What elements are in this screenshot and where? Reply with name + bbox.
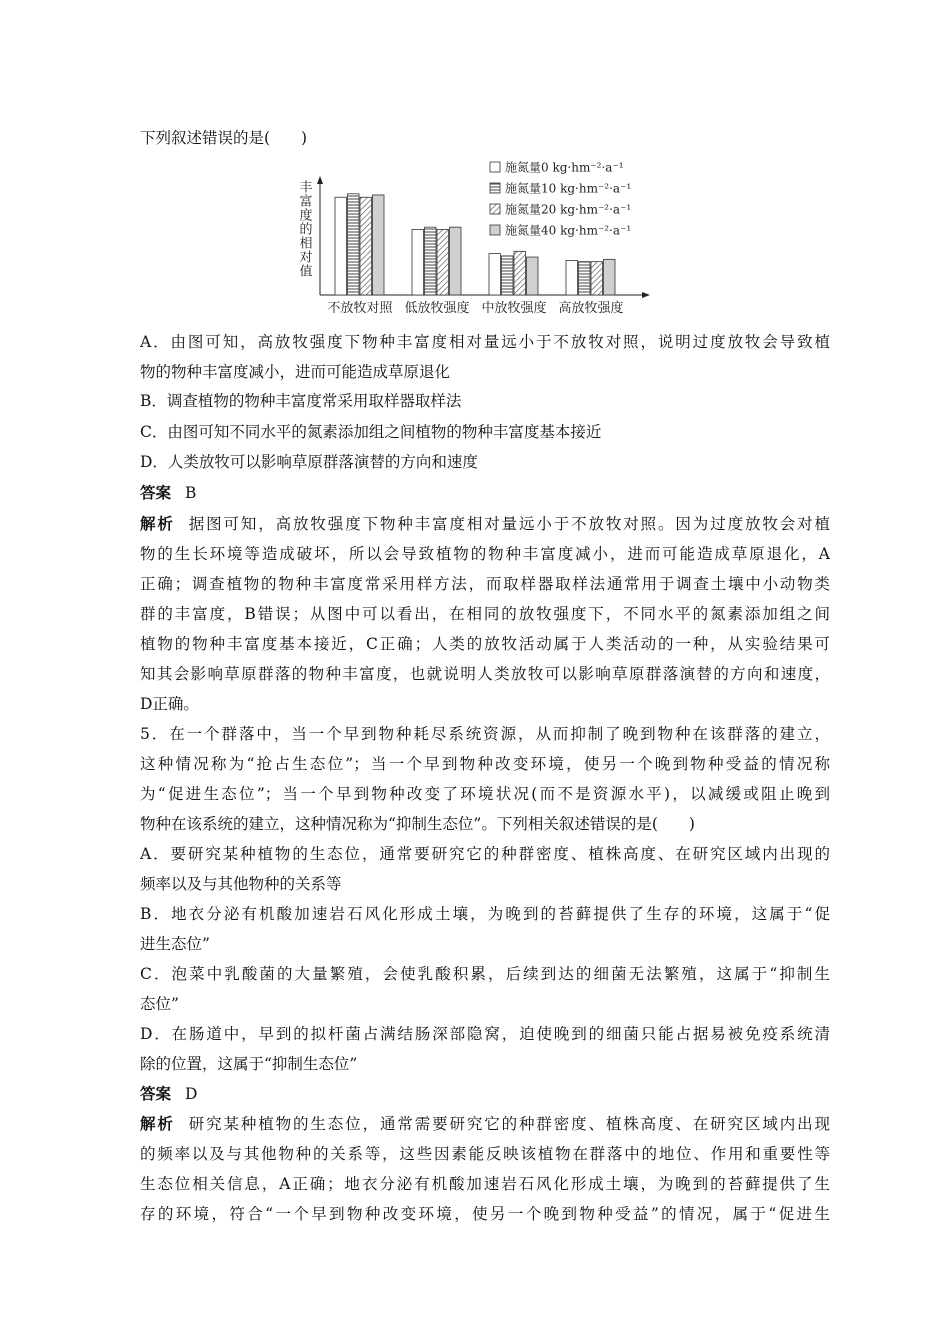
x-axis-arrow <box>642 292 650 298</box>
q5-answer-label: 答案 <box>140 1084 172 1103</box>
q4-option-d: D．人类放牧可以影响草原群落演替的方向和速度 <box>140 453 478 471</box>
q5-analysis-line4: 存的环境，符合“一个早到物种改变环境，使另一个晚到物种受益”的情况，属于“促进生 <box>140 1205 830 1223</box>
bar-0-series-2 <box>360 197 372 295</box>
q5-option-b-line2: 进生态位” <box>140 935 210 953</box>
q4-analysis-line3: 正确；调查植物的物种丰富度常采用样方法，而取样器取样法通常用于调查土壤中小动物类 <box>140 575 830 593</box>
bar-3-series-2 <box>591 262 603 295</box>
bar-3-series-0 <box>566 261 578 296</box>
q4-stem-tail: 下列叙述错误的是( ) <box>140 129 308 147</box>
q5-answer-value: D <box>185 1085 198 1103</box>
bar-1-series-3 <box>450 227 462 295</box>
q4-analysis-line2: 物的生长环境等造成破坏，所以会导致植物的物种丰富度减小，进而可能造成草原退化，A <box>140 545 830 563</box>
q5-option-c-line2: 态位” <box>140 995 179 1013</box>
bar-0-series-1 <box>348 194 360 295</box>
q5-analysis-line3: 生态位相关信息，A正确；地衣分泌有机酸加速岩石风化形成土壤，为晚到的苔藓提供了生 <box>140 1175 830 1193</box>
legend-swatch <box>490 225 500 235</box>
q5-option-d-line1: D．在肠道中，早到的拟杆菌占满结肠深部隐窝，迫使晚到的细菌只能占据易被免疫系统清 <box>140 1025 830 1043</box>
q5-analysis-line2: 的频率以及与其他物种的关系等，这些因素能反映该植物在群落中的地位、作用和重要性等 <box>140 1145 830 1163</box>
legend-swatch <box>490 183 500 193</box>
q5-analysis-line1 <box>140 1113 830 1135</box>
legend-label: 施氮量20 kg·hm⁻²·a⁻¹ <box>505 202 632 217</box>
q4-analysis-line7: D正确。 <box>140 695 199 713</box>
bar-2-series-1 <box>502 256 514 295</box>
q4-option-a-line2: 物的物种丰富度减小，进而可能造成草原退化 <box>140 363 451 381</box>
q5-stem-line1: 5．在一个群落中，当一个早到物种耗尽系统资源，从而抑制了晚到物种在该群落的建立， <box>140 725 830 743</box>
q4-analysis-text1: 据图可知，高放牧强度下物种丰富度相对量远小于不放牧对照。因为过度放牧会对植 <box>188 515 830 533</box>
bar-2-series-3 <box>527 257 539 295</box>
q4-analysis-line4: 群的丰富度，B错误；从图中可以看出，在相同的放牧强度下，不同水平的氮素添加组之间 <box>140 605 830 623</box>
q4-answer-label: 答案 <box>140 483 172 502</box>
q4-option-b: B．调查植物的物种丰富度常采用取样器取样法 <box>140 392 462 410</box>
q4-answer <box>140 482 830 504</box>
q5-option-a-line1: A．要研究某种植物的生态位，通常要研究它的种群密度、植株高度、在研究区域内出现的 <box>140 845 830 863</box>
bar-2-series-0 <box>489 254 501 295</box>
q4-analysis-line6: 知其会影响草原群落的物种丰富度，也就说明人类放牧可以影响草原群落演替的方向和速度， <box>140 665 830 683</box>
q4-analysis-label: 解析 <box>140 514 175 533</box>
q4-analysis-line5: 植物的物种丰富度基本接近，C正确；人类的放牧活动属于人类活动的一种，从实验结果可 <box>140 635 830 653</box>
q5-stem-line2: 这种情况称为“抢占生态位”；当一个早到物种改变环境，使另一个晚到物种受益的情况称 <box>140 755 830 773</box>
bar-3-series-1 <box>579 262 591 295</box>
q4-answer-value: B <box>185 484 197 502</box>
x-tick-label: 不放牧对照 <box>327 301 393 316</box>
q4-option-c: C．由图可知不同水平的氮素添加组之间植物的物种丰富度基本接近 <box>140 423 602 441</box>
q5-option-b-line1: B．地衣分泌有机酸加速岩石风化形成土壤，为晚到的苔藓提供了生存的环境，这属于“促 <box>140 905 830 923</box>
q5-option-d-line2: 除的位置，这属于“抑制生态位” <box>140 1055 358 1073</box>
x-tick-label: 高放牧强度 <box>558 301 624 316</box>
x-tick-label: 低放牧强度 <box>404 301 470 316</box>
q4-option-a-line1: A．由图可知，高放牧强度下物种丰富度相对量远小于不放牧对照，说明过度放牧会导致植 <box>140 333 830 351</box>
x-tick-label: 中放牧强度 <box>481 301 547 316</box>
q5-stem-line3: 为“促进生态位”；当一个早到物种改变了环境状况(而不是资源水平)，以减缓或阻止晚到 <box>140 785 830 803</box>
q5-analysis-text1: 研究某种植物的生态位，通常需要研究它的种群密度、植株高度、在研究区域内出现 <box>188 1115 830 1133</box>
nitrogen-grazing-bar-chart <box>290 150 670 325</box>
legend-label: 施氮量40 kg·hm⁻²·a⁻¹ <box>505 223 632 238</box>
y-axis-label: 丰富度的相对值 <box>296 180 312 278</box>
q5-option-c-line1: C．泡菜中乳酸菌的大量繁殖，会使乳酸积累，后续到达的细菌无法繁殖，这属于“抑制生 <box>140 965 830 983</box>
chart-svg <box>290 150 670 325</box>
bar-1-series-0 <box>412 229 424 295</box>
bar-0-series-0 <box>335 197 347 295</box>
y-axis-arrow <box>317 176 323 184</box>
legend-swatch <box>490 204 500 214</box>
q5-answer <box>140 1083 830 1105</box>
bar-1-series-1 <box>425 227 437 295</box>
legend-label: 施氮量10 kg·hm⁻²·a⁻¹ <box>505 181 632 196</box>
q5-option-a-line2: 频率以及与其他物种的关系等 <box>140 875 342 893</box>
q5-stem-line4: 物种在该系统的建立，这种情况称为“抑制生态位”。下列相关叙述错误的是( ) <box>140 815 695 833</box>
bar-2-series-2 <box>514 251 526 295</box>
legend-label: 施氮量0 kg·hm⁻²·a⁻¹ <box>505 160 624 175</box>
bar-1-series-2 <box>437 229 449 295</box>
q4-analysis-line1 <box>140 513 830 535</box>
q5-analysis-label: 解析 <box>140 1114 175 1133</box>
bar-3-series-3 <box>604 259 616 295</box>
legend-swatch <box>490 162 500 172</box>
bar-0-series-3 <box>373 195 385 295</box>
